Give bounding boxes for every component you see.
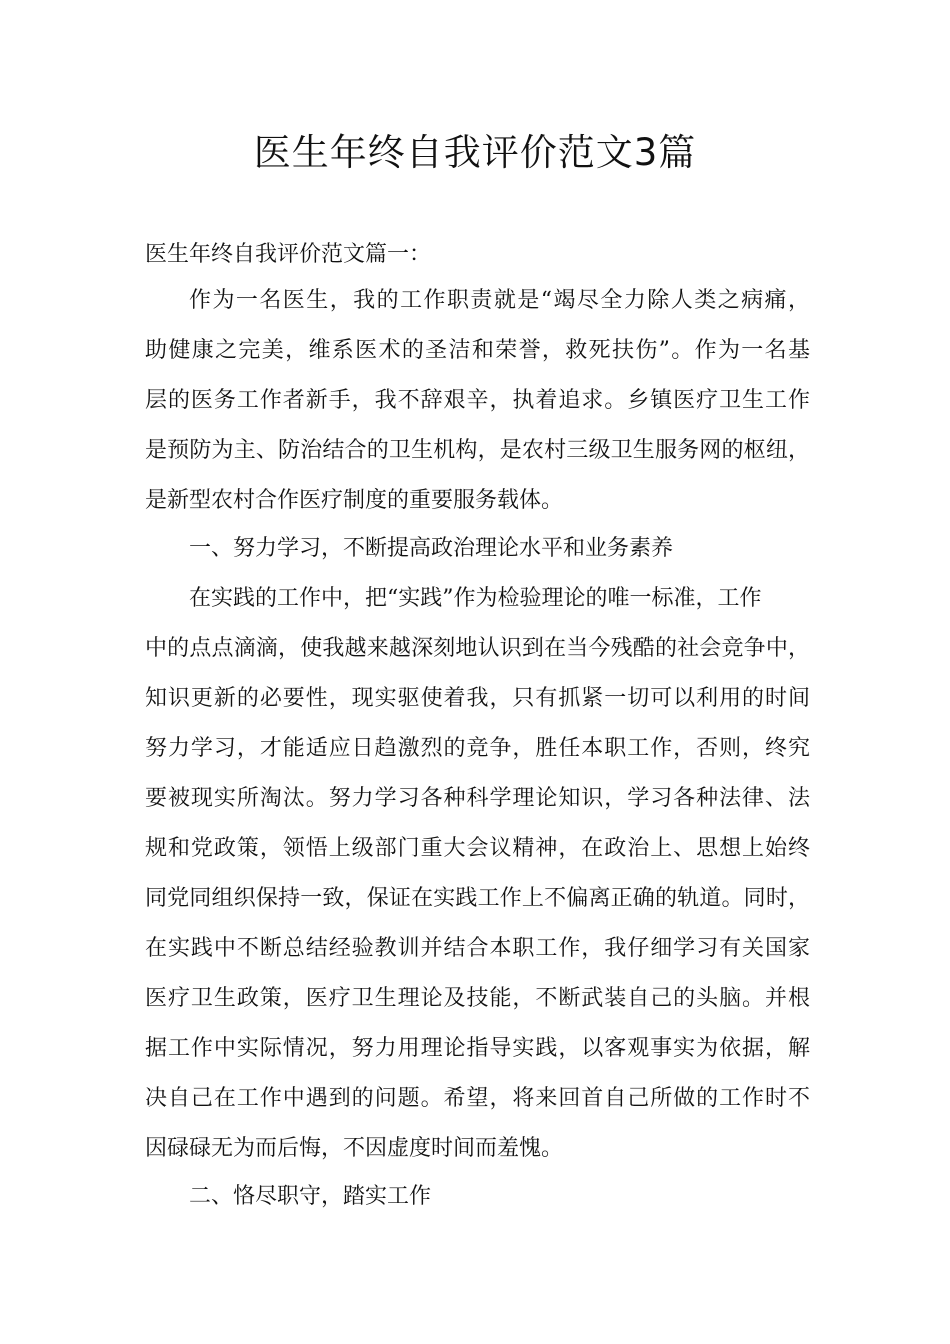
paragraph-line	[0, 1082, 950, 1116]
section-heading-text: 一、努力学习，不断提高政治理论水平和业务素养	[189, 536, 674, 561]
paragraph-line	[0, 982, 950, 1016]
paragraph-line	[0, 682, 950, 716]
line-text: 同党同组织保持一致，保证在实践工作上不偏离正确的轨道。同时，	[145, 886, 811, 911]
line-text: 因碌碌无为而后悔，不因虚度时间而羞愧。	[145, 1136, 564, 1161]
paragraph-line	[0, 284, 950, 318]
line-text: 知识更新的必要性，现实驱使着我，只有抓紧一切可以利用的时间	[145, 686, 811, 711]
paragraph-line	[0, 732, 950, 766]
document-title: 医生年终自我评价范文3篇	[253, 131, 697, 174]
line-text: 作为一名医生，我的工作职责就是“竭尽全力除人类之病痛，	[189, 288, 812, 313]
line-text: 是新型农村合作医疗制度的重要服务载体。	[145, 488, 564, 513]
line-text: 要被现实所淘汰。努力学习各种科学理论知识，学习各种法律、法	[145, 786, 811, 811]
paragraph-line	[0, 384, 950, 418]
line-text: 医疗卫生政策，医疗卫生理论及技能，不断武装自己的头脑。并根	[145, 986, 811, 1011]
paragraph-line	[0, 1132, 950, 1166]
paragraph-line	[0, 484, 950, 518]
line-text: 据工作中实际情况，努力用理论指导实践，以客观事实为依据，解	[145, 1036, 811, 1061]
paragraph-line	[0, 882, 950, 916]
line-text: 中的点点滴滴，使我越来越深刻地认识到在当今残酷的社会竞争中，	[145, 636, 811, 661]
line-text: 在实践中不断总结经验教训并结合本职工作，我仔细学习有关国家	[145, 936, 811, 961]
paragraph-line	[0, 334, 950, 368]
subheading-text: 医生年终自我评价范文篇一：	[145, 242, 432, 267]
paragraph-line	[0, 632, 950, 666]
line-text: 层的医务工作者新手，我不辞艰辛，执着追求。乡镇医疗卫生工作	[145, 388, 811, 413]
line-text: 努力学习，才能适应日趋激烈的竞争，胜任本职工作，否则，终究	[145, 736, 811, 761]
line-text: 规和党政策，领悟上级部门重大会议精神，在政治上、思想上始终	[145, 836, 811, 861]
line-text: 助健康之完美，维系医术的圣洁和荣誉，救死扶伤”。作为一名基	[145, 338, 812, 363]
paragraph-line	[0, 434, 950, 468]
paragraph-line	[0, 832, 950, 866]
paragraph-line	[0, 932, 950, 966]
paragraph-line	[0, 782, 950, 816]
section-subheading	[0, 238, 950, 272]
paragraph-line	[0, 1032, 950, 1066]
line-text: 在实践的工作中，把“实践”作为检验理论的唯一标准，工作	[189, 586, 762, 611]
section-heading	[0, 1180, 950, 1214]
section-heading-text: 二、恪尽职守，踏实工作	[189, 1184, 432, 1209]
paragraph-line	[0, 582, 950, 616]
line-text: 决自己在工作中遇到的问题。希望，将来回首自己所做的工作时不	[145, 1086, 811, 1111]
line-text: 是预防为主、防治结合的卫生机构，是农村三级卫生服务网的枢纽，	[145, 438, 811, 463]
section-heading	[0, 532, 950, 566]
